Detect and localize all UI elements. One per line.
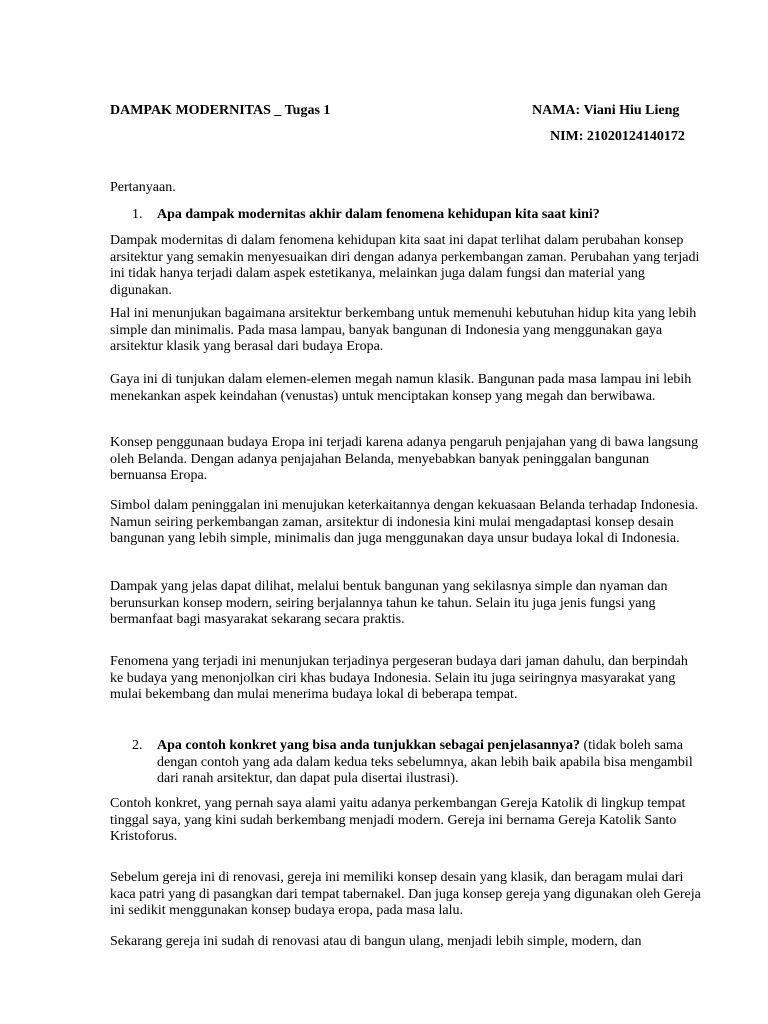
- student-nim: NIM: 21020124140172: [550, 129, 685, 144]
- question-2-number: 2.: [132, 738, 143, 753]
- answer-paragraph: [110, 372, 702, 405]
- question-2: [110, 738, 702, 788]
- paragraph-text: Sekarang gereja ini sudah di renovasi atau di bangun ulang, menjadi lebih simple, modern, dan: [110, 934, 642, 949]
- paragraph-text: Simbol dalam peninggalan ini menujukan keterkaitannya dengan kekuasaan Belanda terhadap Indonesia. Namun seiring perkembangan zaman, arsitektur di indonesia kini mulai mengadaptasi konsep desain bangunan yang lebih simple, minimalis dan juga menggunakan daya unsur budaya lokal di Indonesia.: [110, 498, 699, 546]
- answer-paragraph: [110, 654, 702, 704]
- pertanyaan-label: Pertanyaan.: [110, 180, 176, 195]
- paragraph-text: Konsep penggunaan budaya Eropa ini terjadi karena adanya pengaruh penjajahan yang di bawa langsung oleh Belanda. Dengan adanya penjajahan Belanda, menyebabkan banyak peninggalan bangunan bernuansa Eropa.: [110, 435, 699, 483]
- answer-paragraph: [110, 233, 702, 299]
- answer-paragraph: [110, 498, 702, 548]
- question-2-note: (tidak boleh sama dengan contoh yang ada dalam kedua teks sebelumnya, akan lebih baik apabila bisa mengambil dari ranah arsitektur, dan dapat pula disertai ilustrasi).: [157, 738, 693, 786]
- answer-paragraph: [110, 934, 702, 951]
- question-2-body: [157, 738, 702, 788]
- paragraph-text: Fenomena yang terjadi ini menunjukan terjadinya pergeseran budaya dari jaman dahulu, dan berpindah ke budaya yang menonjolkan ciri khas budaya Indonesia. Selain itu juga seiringnya masyarakat yang mulai bekembang dan mulai menerima budaya lokal di beberapa tempat.: [110, 654, 688, 702]
- paragraph-text: Dampak yang jelas dapat dilihat, melalui bentuk bangunan yang sekilasnya simple dan nyaman dan berunsurkan konsep modern, seiring berjalannya tahun ke tahun. Selain itu juga jenis fungsi yang bermanfaat bagi masyarakat sekarang secara praktis.: [110, 579, 668, 627]
- paragraph-text: Sebelum gereja ini di renovasi, gereja ini memiliki konsep desain yang klasik, dan beragam mulai dari kaca patri yang di pasangkan dari tempat tabernakel. Dan juga konsep gereja yang digunakan oleh Gereja ini sedikit menggunakan konsep budaya eropa, pada masa lalu.: [110, 870, 701, 918]
- paragraph-text: Hal ini menunjukan bagaimana arsitektur berkembang untuk memenuhi kebutuhan hidup kita yang lebih simple dan minimalis. Pada masa lampau, banyak bangunan di Indonesia yang menggunakan gaya arsitektur klasik yang berasal dari budaya Eropa.: [110, 306, 697, 354]
- paragraph-text: Contoh konkret, yang pernah saya alami yaitu adanya perkembangan Gereja Katolik di lingkup tempat tinggal saya, yang kini sudah berkembang menjadi modern. Gereja ini bernama Gereja Katolik Santo Kristoforus.: [110, 796, 686, 844]
- question-1-text: Apa dampak modernitas akhir dalam fenomena kehidupan kita saat kini?: [157, 207, 600, 222]
- answer-paragraph: [110, 306, 702, 356]
- paragraph-text: Gaya ini di tunjukan dalam elemen-elemen megah namun klasik. Bangunan pada masa lampau ini lebih menekankan aspek keindahan (venustas) untuk menciptakan konsep yang megah dan berwibawa.: [110, 372, 692, 404]
- question-1: [110, 207, 702, 224]
- answer-paragraph: [110, 435, 702, 485]
- answer-paragraph: [110, 579, 702, 629]
- question-1-number: 1.: [132, 207, 143, 222]
- document-title: DAMPAK MODERNITAS _ Tugas 1: [110, 103, 331, 118]
- answer-paragraph: [110, 796, 702, 846]
- paragraph-text: Dampak modernitas di dalam fenomena kehidupan kita saat ini dapat terlihat dalam perubahan konsep arsitektur yang semakin menyesuaikan diri dengan adanya perkembangan zaman. Perubahan yang terjadi ini tidak hanya terjadi dalam aspek estetikanya, melainkan juga dalam fungsi dan material yang digunakan.: [110, 233, 700, 298]
- question-2-text: Apa contoh konkret yang bisa anda tunjukkan sebagai penjelasannya?: [157, 738, 580, 753]
- answer-paragraph: [110, 870, 702, 920]
- student-name: NAMA: Viani Hiu Lieng: [532, 103, 680, 118]
